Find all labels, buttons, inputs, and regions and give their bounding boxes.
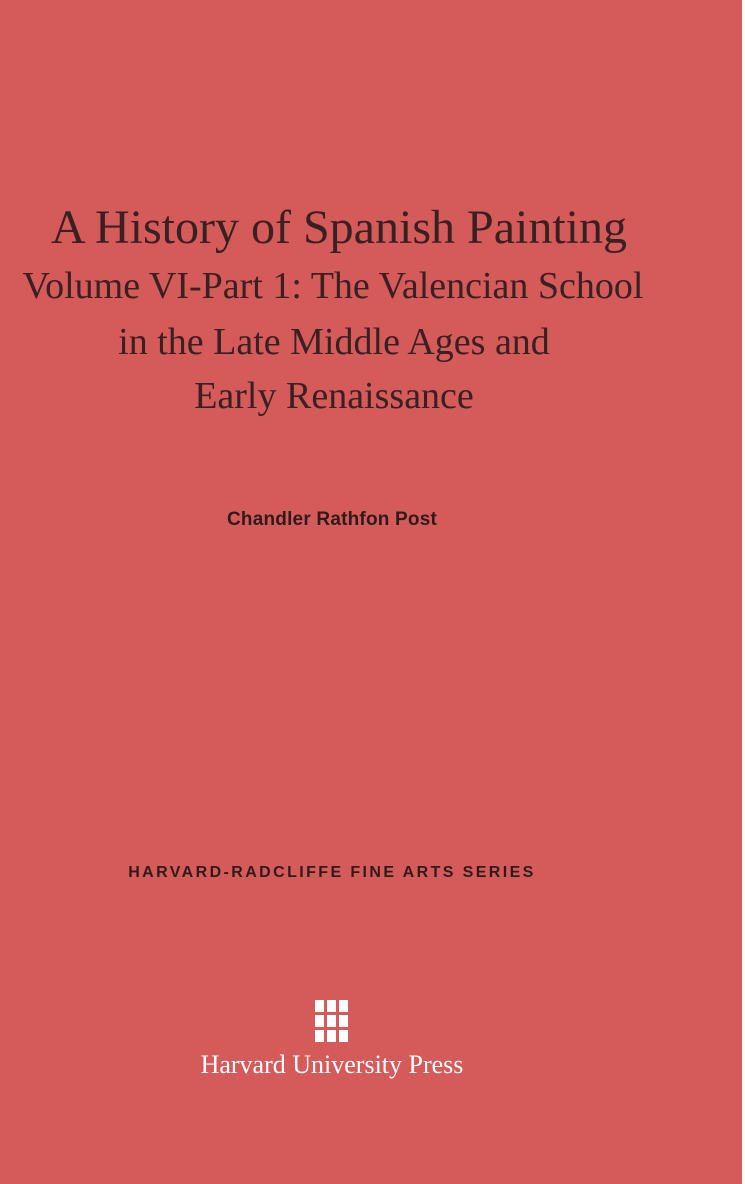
book-title-line-2: Volume VI-Part 1: The Valencian School bbox=[22, 265, 644, 307]
book-title-line-1: A History of Spanish Painting bbox=[50, 201, 628, 254]
publisher-name: Harvard University Press bbox=[200, 1050, 464, 1079]
book-title-line-4: Early Renaissance bbox=[194, 375, 474, 417]
series-title: HARVARD-RADCLIFFE FINE ARTS SERIES bbox=[128, 864, 536, 881]
book-title-line-3: in the Late Middle Ages and bbox=[118, 321, 550, 363]
harvard-university-press-logo-icon bbox=[315, 1000, 349, 1042]
cover-edge bbox=[739, 0, 742, 1184]
author-name: Chandler Rathfon Post bbox=[226, 509, 438, 530]
